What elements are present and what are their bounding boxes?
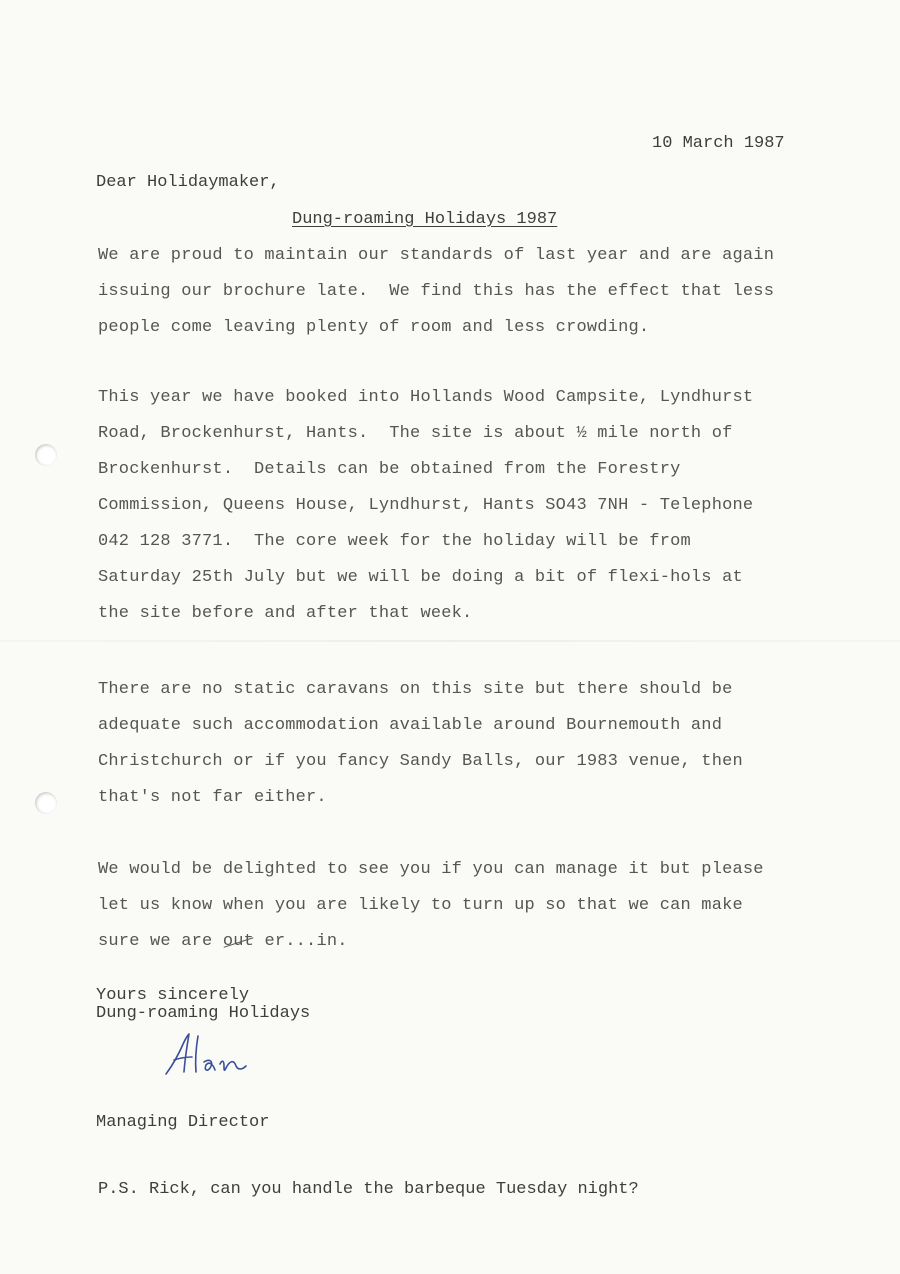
last-line-suffix: er...in. (254, 932, 348, 951)
text-line: people come leaving plenty of room and less crowding. (98, 318, 650, 337)
text-line-last (98, 924, 818, 960)
text-line: This year we have booked into Hollands Wood Campsite, Lyndhurst (98, 388, 754, 407)
paragraph-intro (98, 238, 818, 346)
text-line: 042 128 3771. The core week for the holiday will be from (98, 532, 691, 551)
letter-date: 10 March 1987 (652, 134, 785, 153)
paper-fold-line (0, 640, 900, 642)
text-line: There are no static caravans on this site but there should be (98, 680, 733, 699)
paragraph-accommodation (98, 672, 818, 816)
punch-hole-bottom (35, 792, 57, 814)
text-line: Brockenhurst. Details can be obtained from the Forestry (98, 460, 681, 479)
closing-company: Dung-roaming Holidays (96, 1004, 311, 1023)
text-line: Commission, Queens House, Lyndhurst, Hants SO43 7NH - Telephone (98, 496, 754, 515)
text-line: issuing our brochure late. We find this has the effect that less (98, 282, 775, 301)
text-line: the site before and after that week. (98, 604, 473, 623)
text-line: adequate such accommodation available around Bournemouth and (98, 716, 723, 735)
salutation: Dear Holidaymaker, (96, 173, 280, 192)
text-line: Road, Brockenhurst, Hants. The site is about ½ mile north of (98, 424, 733, 443)
text-line: We would be delighted to see you if you can manage it but please (98, 860, 764, 879)
letter-heading: Dung-roaming Holidays 1987 (292, 210, 558, 229)
signatory-role: Managing Director (96, 1113, 270, 1132)
text-line: Saturday 25th July but we will be doing a bit of flexi-hols at (98, 568, 743, 587)
handwritten-signature (160, 1028, 255, 1080)
postscript: P.S. Rick, can you handle the barbeque Tuesday night? (98, 1180, 639, 1199)
last-line-prefix: sure we are (98, 932, 223, 951)
text-line: Christchurch or if you fancy Sandy Balls, our 1983 venue, then (98, 752, 743, 771)
text-line: We are proud to maintain our standards of last year and are again (98, 246, 775, 265)
paragraph-campsite (98, 380, 818, 632)
punch-hole-top (35, 444, 57, 466)
struck-out-word: out (223, 924, 254, 960)
closing-block (96, 987, 310, 1023)
text-line: let us know when you are likely to turn up so that we can make (98, 896, 743, 915)
paragraph-invitation (98, 852, 818, 960)
text-line: that's not far either. (98, 788, 327, 807)
closing-line: Yours sincerely (96, 986, 250, 1005)
